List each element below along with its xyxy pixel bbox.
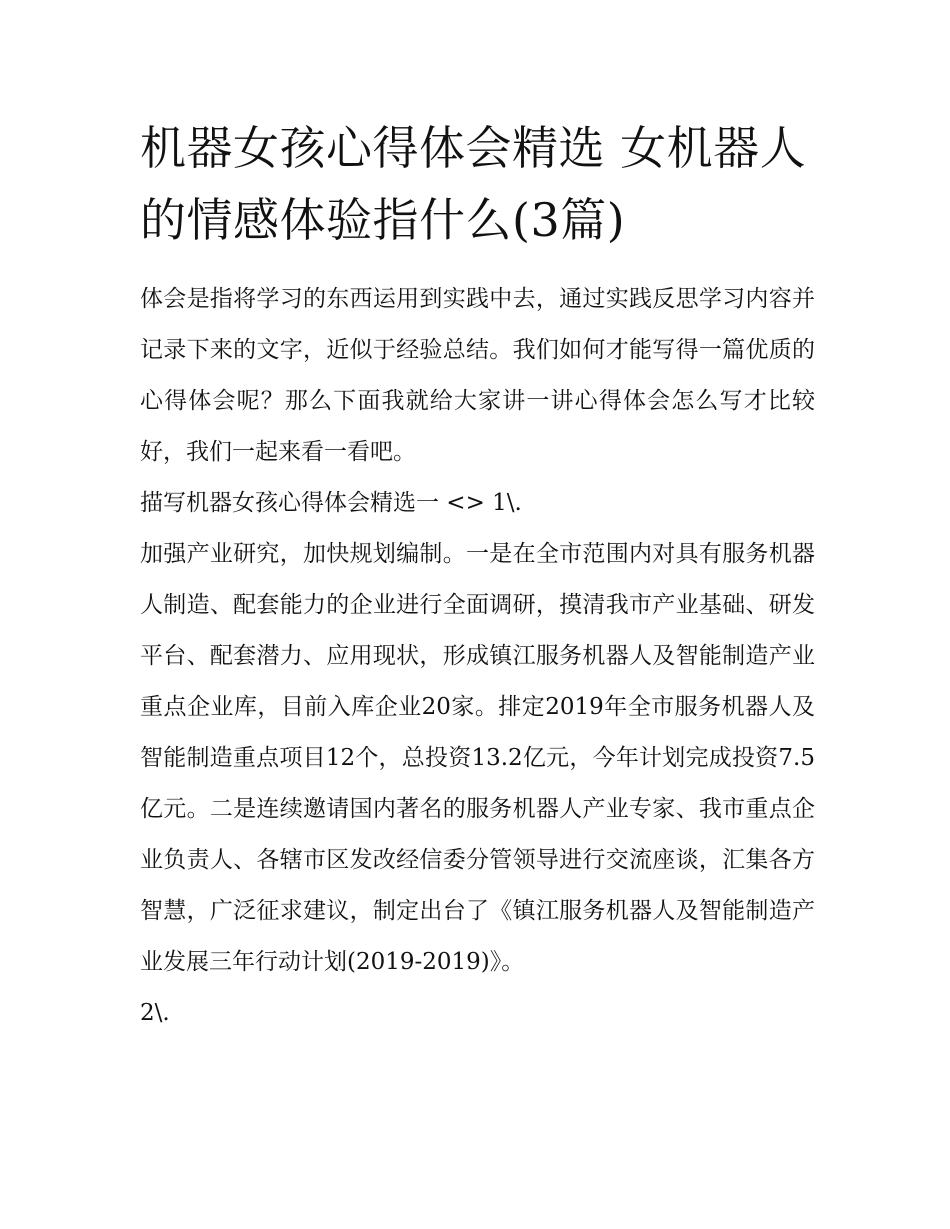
section-number-two: 2\. xyxy=(140,1000,170,1026)
intro-paragraph: 体会是指将学习的东西运用到实践中去，通过实践反思学习内容并记录下来的文字，近似于经验总结。我们如何才能写得一篇优质的心得体会呢？那么下面我就给大家讲一讲心得体会怎么写才比较好，我们一起来看一看吧。 xyxy=(140,286,815,465)
section-heading-one: 描写机器女孩心得体会精选一 <> 1\. xyxy=(140,490,522,516)
document-body xyxy=(140,112,815,1039)
document-title: 机器女孩心得体会精选 女机器人的情感体验指什么(3篇) xyxy=(140,121,807,247)
body-paragraph: 加强产业研究，加快规划编制。一是在全市范围内对具有服务机器人制造、配套能力的企业进行全面调研，摸清我市产业基础、研发平台、配套潜力、应用现状，形成镇江服务机器人及智能制造产业重点企业库，目前入库企业20家。排定2019年全市服务机器人及智能制造重点项目12个，总投资13.2亿元，今年计划完成投资7.5亿元。二是连续邀请国内著名的服务机器人产业专家、我市重点企业负责人、各辖市区发改经信委分管领导进行交流座谈，汇集各方智慧，广泛征求建议，制定出台了《镇江服务机器人及智能制造产业发展三年行动计划(2019-2019)》。 xyxy=(140,541,815,975)
